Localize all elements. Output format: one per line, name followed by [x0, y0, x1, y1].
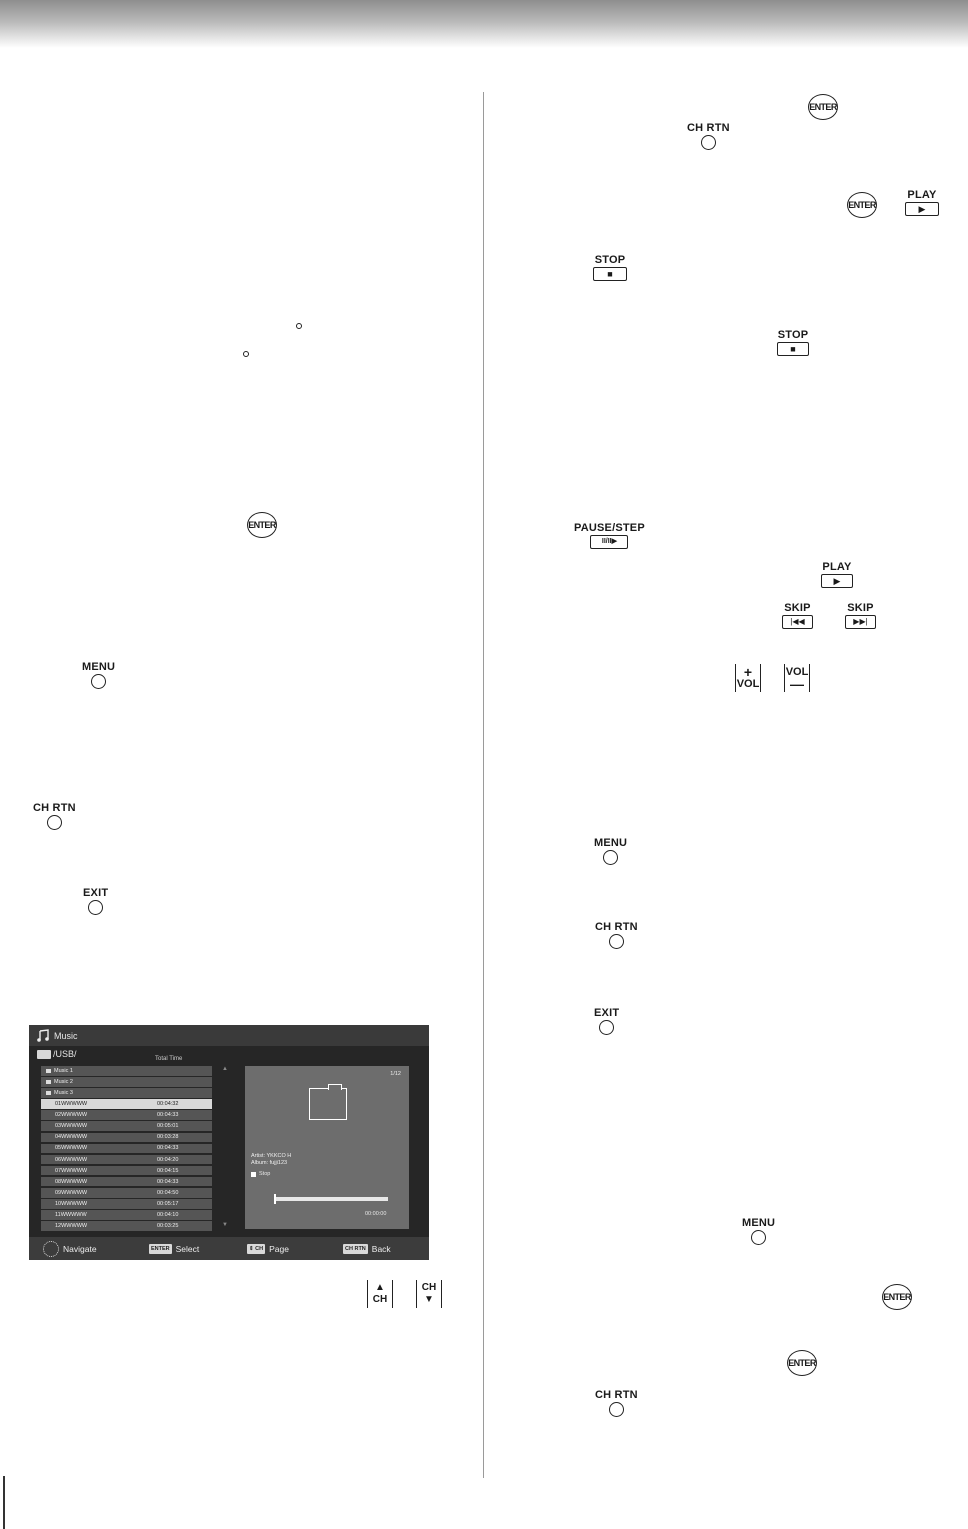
- row-name: 08WWWWW: [55, 1178, 88, 1185]
- track-row[interactable]: [41, 1210, 212, 1220]
- stop-square-icon: ■: [777, 342, 809, 356]
- row-name: 04WWWWW: [55, 1134, 88, 1141]
- folder-row[interactable]: [41, 1066, 212, 1076]
- file-list: [41, 1066, 212, 1232]
- ch-up-button-icon: [367, 1280, 393, 1308]
- exit-label: EXIT: [83, 887, 109, 899]
- menu-button-icon: [82, 661, 115, 689]
- track-row[interactable]: [41, 1199, 212, 1209]
- menu-button-icon: [742, 1217, 775, 1245]
- circle-icon: [603, 850, 618, 865]
- exit-button-icon: [594, 1007, 619, 1035]
- row-name: Music 1: [54, 1067, 73, 1074]
- menu-label: MENU: [594, 837, 628, 849]
- track-row[interactable]: [41, 1177, 212, 1187]
- track-row[interactable]: [41, 1188, 212, 1198]
- row-name: 07WWWWW: [55, 1167, 88, 1174]
- row-name: 09WWWWW: [55, 1189, 88, 1196]
- ch-label: CH: [372, 1294, 388, 1305]
- help-page: [247, 1244, 289, 1254]
- playback-status: [251, 1171, 270, 1177]
- vol-label: VOL: [785, 666, 809, 678]
- artist-text: Artist: YKKCO H: [251, 1153, 292, 1159]
- stop-square-icon: ■: [593, 267, 627, 281]
- enter-button-icon: ENTER: [787, 1350, 817, 1376]
- skip-forward-button-icon: [845, 602, 876, 629]
- page-edge-mark: [3, 1476, 5, 1529]
- down-arrow-icon: ▼: [424, 1294, 434, 1305]
- back-label: Back: [371, 1243, 391, 1254]
- page-count: 1/12: [390, 1071, 401, 1077]
- row-time: 00:03:28: [157, 1134, 179, 1141]
- enter-button-icon: ENTER: [808, 94, 838, 120]
- menu-label: MENU: [742, 1217, 776, 1229]
- folder-icon: [37, 1050, 51, 1059]
- help-select: [149, 1244, 199, 1254]
- status-text: Stop: [259, 1171, 271, 1177]
- ch-rtn-label: CH RTN: [33, 802, 76, 814]
- stop-label: STOP: [594, 254, 626, 266]
- row-time: 00:03:25: [157, 1223, 179, 1230]
- row-name: 06WWWWW: [55, 1156, 88, 1163]
- folder-row[interactable]: [41, 1077, 212, 1087]
- minus-icon: —: [790, 676, 804, 692]
- play-icon: ▶: [905, 202, 939, 216]
- ch-down-button-icon: [416, 1280, 442, 1308]
- scroll-up-icon[interactable]: ▲: [222, 1066, 228, 1072]
- track-row[interactable]: [41, 1121, 212, 1131]
- header-band: [0, 0, 968, 48]
- help-back: [343, 1244, 391, 1254]
- ch-rtn-label: CH RTN: [595, 921, 638, 933]
- folder-thumbnail-icon: [309, 1088, 347, 1120]
- circle-icon: [609, 934, 624, 949]
- stop-button-icon: [777, 329, 809, 356]
- row-time: 00:04:15: [157, 1167, 179, 1174]
- progress-bar[interactable]: [275, 1197, 388, 1201]
- circle-icon: [91, 674, 106, 689]
- row-time: 00:05:17: [157, 1200, 179, 1207]
- circle-icon: [599, 1020, 614, 1035]
- row-name: 01WWWWW: [55, 1101, 88, 1108]
- play-icon: ▶: [821, 574, 853, 588]
- row-time: 00:05:01: [157, 1123, 179, 1130]
- skip-label: SKIP: [847, 602, 874, 614]
- track-row[interactable]: [41, 1166, 212, 1176]
- ch-rtn-key-chip: CH RTN: [345, 1245, 366, 1252]
- play-label: PLAY: [907, 189, 937, 201]
- row-name: 05WWWWW: [55, 1145, 88, 1152]
- ch-rtn-button-icon: [33, 802, 76, 830]
- menu-button-icon: [594, 837, 627, 865]
- enter-button-icon: ENTER: [847, 192, 877, 218]
- circle-icon: [609, 1402, 624, 1417]
- folder-row[interactable]: [41, 1088, 212, 1098]
- album-text: Album: fujji123: [251, 1160, 288, 1166]
- track-row[interactable]: [41, 1099, 212, 1109]
- stop-label: STOP: [777, 329, 809, 341]
- up-arrow-icon: ▲: [375, 1282, 385, 1293]
- select-label: Select: [175, 1243, 200, 1254]
- skip-label: SKIP: [784, 602, 811, 614]
- help-navigate: [43, 1241, 97, 1257]
- enter-button-icon: ENTER: [882, 1284, 912, 1310]
- music-screen: [29, 1025, 429, 1260]
- row-name: Music 3: [54, 1089, 73, 1096]
- path-text: /USB/: [53, 1049, 77, 1059]
- column-divider: [483, 92, 484, 1478]
- row-name: 02WWWWW: [55, 1112, 88, 1119]
- track-row[interactable]: [41, 1155, 212, 1165]
- skip-back-icon: |◀◀: [782, 615, 813, 629]
- folder-path: [37, 1049, 77, 1059]
- row-name: 12WWWWW: [55, 1223, 88, 1230]
- circle-icon: [751, 1230, 766, 1245]
- degree-mark: [243, 351, 249, 357]
- ch-rtn-button-icon: [595, 1389, 638, 1417]
- pause-step-button-icon: [574, 522, 645, 549]
- progress-knob[interactable]: [274, 1194, 276, 1204]
- circle-icon: [88, 900, 103, 915]
- row-time: 00:04:33: [157, 1112, 179, 1119]
- page-label: Page: [269, 1243, 289, 1254]
- ch-label: CH: [421, 1282, 437, 1293]
- ch-rtn-button-icon: [687, 122, 730, 150]
- row-name: 11WWWWW: [55, 1211, 87, 1218]
- exit-button-icon: [83, 887, 108, 915]
- music-note-icon: [37, 1029, 49, 1042]
- navigate-icon: [43, 1241, 59, 1257]
- vol-up-button-icon: [735, 664, 761, 692]
- track-row[interactable]: [41, 1144, 212, 1154]
- row-time: 00:04:33: [157, 1178, 179, 1185]
- enter-key-chip: ENTER: [151, 1245, 170, 1252]
- circle-icon: [701, 135, 716, 150]
- plus-icon: +: [743, 664, 753, 680]
- row-time: 00:04:32: [157, 1101, 179, 1108]
- pause-step-icon: II/II▶: [590, 535, 628, 549]
- ch-rtn-label: CH RTN: [595, 1389, 638, 1401]
- circle-icon: [47, 815, 62, 830]
- scroll-down-icon[interactable]: ▼: [222, 1222, 228, 1228]
- row-name: 03WWWWW: [55, 1123, 88, 1130]
- elapsed-time: 00:00:00: [365, 1211, 387, 1217]
- ch-rtn-button-icon: [595, 921, 638, 949]
- navigate-label: Navigate: [63, 1243, 97, 1254]
- play-label: PLAY: [822, 561, 852, 573]
- ch-key-chip: ⇕ CH: [249, 1245, 264, 1252]
- skip-forward-icon: ▶▶|: [845, 615, 876, 629]
- enter-button-icon: ENTER: [247, 512, 277, 538]
- play-button-icon: [821, 561, 853, 588]
- degree-mark: [296, 323, 302, 329]
- row-name: Music 2: [54, 1078, 73, 1085]
- track-row[interactable]: [41, 1110, 212, 1120]
- row-name: 10WWWWW: [55, 1200, 88, 1207]
- music-title: Music: [54, 1030, 78, 1041]
- track-row[interactable]: [41, 1133, 212, 1143]
- vol-label: VOL: [736, 678, 760, 690]
- row-time: 00:04:20: [157, 1156, 179, 1163]
- track-info: [251, 1153, 291, 1167]
- stop-button-icon: [593, 254, 627, 281]
- track-row[interactable]: [41, 1221, 212, 1231]
- bottom-help-bar: [29, 1237, 429, 1260]
- skip-back-button-icon: [782, 602, 813, 629]
- preview-pane: [245, 1066, 409, 1229]
- play-button-icon: [905, 189, 939, 216]
- music-title-bar: [29, 1025, 429, 1046]
- vol-down-button-icon: [784, 664, 810, 692]
- row-time: 00:04:50: [157, 1189, 179, 1196]
- row-time: 00:04:10: [157, 1211, 179, 1218]
- ch-rtn-label: CH RTN: [687, 122, 730, 134]
- menu-label: MENU: [82, 661, 116, 673]
- total-time-header: Total Time: [155, 1056, 183, 1062]
- pause-step-label: PAUSE/STEP: [574, 522, 645, 534]
- stop-icon: [251, 1172, 256, 1177]
- row-time: 00:04:33: [157, 1145, 179, 1152]
- exit-label: EXIT: [594, 1007, 620, 1019]
